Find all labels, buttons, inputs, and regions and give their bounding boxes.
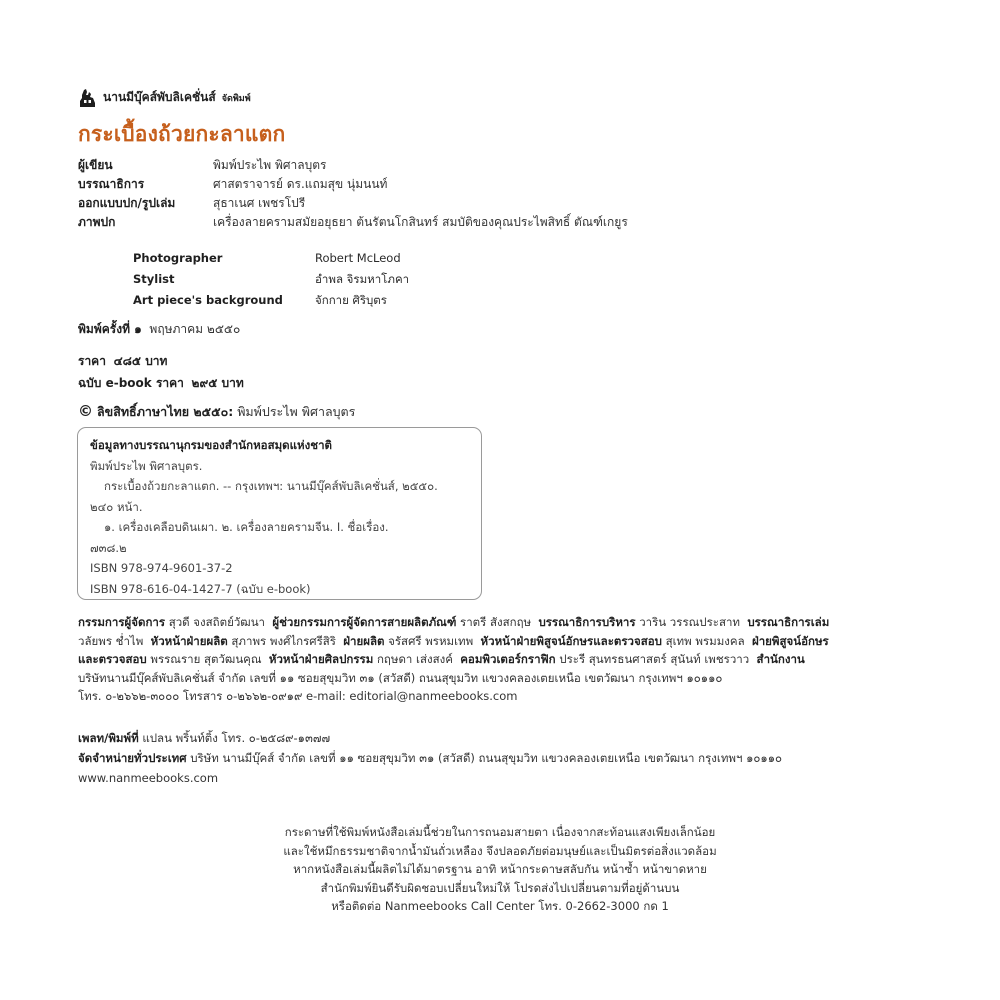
print-info [78,728,782,788]
staff-value: วลัยพร ช่ำไพ [78,633,144,648]
staff-line [78,650,928,669]
staff-label: ผู้ช่วยกรรมการผู้จัดการสายผลิตภัณฑ์ [272,615,457,629]
staff-label: ฝ่ายผลิต [343,633,385,648]
plate-value: แปลน พริ้นท์ติ้ง โทร. ๐-๒๕๘๙-๑๓๗๗ [142,731,331,745]
distribution-label: จัดจำหน่ายทั่วประเทศ [78,751,187,765]
price-value: ๔๘๕ บาท [113,354,168,368]
office-contact: โทร. ๐-๒๖๖๒-๓๐๐๐ โทรสาร ๐-๒๖๖๒-๐๙๑๙ e-mail: editorial@nanmeebooks.com [78,689,518,703]
staff-value: พรรณราย สุตวัฒนคุณ [150,652,262,666]
paper-notice [150,823,850,916]
credit-label: ภาพปก [78,215,116,229]
staff-label: สำนักงาน [756,652,805,666]
staff-value: สุเทพ พรมมงคล [665,633,745,648]
photo-credit-label: Photographer [133,251,223,265]
credit-value: เครื่องลายครามสมัยอยุธยา ต้นรัตนโกสินทร์ สมบัติของคุณประไพสิทธิ์ ตัณฑ์เกยูร [213,215,628,229]
staff-label: กรรมการผู้จัดการ [78,615,166,629]
staff-value: สุภาพร พงศ์ไกรศรีสิริ [231,633,336,648]
staff-label: หัวหน้าฝ่ายพิสูจน์อักษรและตรวจสอบ [480,633,662,648]
credit-value: สุธาเนศ เพชรโปรี [213,196,306,210]
notice-line: หากหนังสือเล่มนี้ผลิตไม่ได้มาตรฐาน อาทิ หน้ากระดาษสลับกัน หน้าซ้ำ หน้าขาดหาย [293,862,707,876]
notice-line: หรือติดต่อ Nanmeebooks Call Center โทร. 0-2662-3000 กด 1 [331,899,669,913]
cip-isbn-ebook: ISBN 978-616-04-1427-7 (ฉบับ e-book) [90,581,311,596]
staff-label: หัวหน้าฝ่ายศิลปกรรม [268,652,374,666]
copyright-icon: © [78,402,93,420]
cip-class-number: ๗๓๘.๒ [90,540,127,555]
notice-line: สำนักพิมพ์ยินดีรับผิดชอบเปลี่ยนใหม่ให้ โปรดส่งไปเปลี่ยนตามที่อยู่ด้านบน [320,880,680,895]
cip-imprint: กระเบื้องถ้วยกะลาแตก. -- กรุงเทพฯ: นานมีบุ๊คส์พับลิเคชั่นส์, ๒๕๕๐. [104,479,438,493]
price-label: ราคา [78,354,106,368]
photo-credit-label: Stylist [133,272,175,286]
photo-credits [133,248,409,311]
credit-label: ผู้เขียน [78,158,113,172]
cip-pages: ๒๔๐ หน้า. [90,499,143,514]
staff-value: ราตรี สังสกฤษ [460,615,532,629]
credit-row [78,156,628,175]
staff-label: คอมพิวเตอร์กราฟิก [460,652,556,666]
staff-line [78,632,928,651]
plate-line [78,728,782,748]
ebook-price-value: ๒๙๕ บาท [191,376,244,390]
photo-credit-value: จักกาย ศิริบุตร [315,293,387,307]
staff-value: วาริน วรรณประสาท [639,615,741,629]
edition-label: พิมพ์ครั้งที่ ๑ [78,322,142,336]
publisher-name: นานมีบุ๊คส์พับลิเคชั่นส์ [103,90,216,104]
notice-line: และใช้หมึกธรรมชาติจากน้ำมันถั่วเหลือง จึงปลอดภัยต่อมนุษย์และเป็นมิตรต่อสิ่งแวดล้อม [283,843,717,858]
book-title: กระเบื้องถ้วยกะลาแตก [78,122,286,146]
photo-credit-row [133,269,409,290]
staff-label: หัวหน้าฝ่ายผลิต [150,633,228,648]
notice-line: กระดาษที่ใช้พิมพ์หนังสือเล่มนี้ช่วยในการถนอมสายตา เนื่องจากสะท้อนแสงเพียงเล็กน้อย [284,825,716,839]
credit-value: พิมพ์ประไพ พิศาลบุตร [213,158,327,172]
staff-value: สุวดี จงสถิตย์วัฒนา [168,615,266,629]
distribution-value: บริษัท นานมีบุ๊คส์ จำกัด เลขที่ ๑๑ ซอยสุขุมวิท ๓๑ (สวัสดี) ถนนสุขุมวิท แขวงคลองเตยเหนือ เขตวัฒนา กรุงเทพฯ ๑๐๑๑๐ [190,751,783,765]
plate-label: เพลท/พิมพ์ที่ [78,731,139,745]
price-line [78,352,167,371]
cip-box [77,427,482,600]
ebook-price-label: ฉบับ e-book ราคา [78,376,184,390]
edition-value: พฤษภาคม ๒๕๕๐ [149,322,241,336]
credit-value: ศาสตราจารย์ ดร.แถมสุข นุ่มนนท์ [213,177,388,191]
copyright-holder: พิมพ์ประไพ พิศาลบุตร [237,404,356,419]
photo-credit-row [133,290,409,311]
cip-heading: ข้อมูลทางบรรณานุกรมของสำนักหอสมุดแห่งชาติ [90,438,332,452]
credit-row [78,213,628,232]
staff-label: บรรณาธิการบริหาร [538,615,636,629]
cip-subjects: ๑. เครื่องเคลือบดินเผา. ๒. เครื่องลายครามจีน. I. ชื่อเรื่อง. [104,520,389,534]
distribution-line [78,748,782,768]
photo-credit-value: อำพล จิรมหาโภคา [315,272,410,286]
ebook-price-line [78,374,244,393]
office-address: บริษัทนานมีบุ๊คส์พับลิเคชั่นส์ จำกัด เลขที่ ๑๑ ซอยสุขุมวิท ๓๑ (สวัสดี) ถนนสุขุมวิท แขวงคลองเตยเหนือ เขตวัฒนา กรุงเทพฯ ๑๐๑๑๐ [78,670,723,685]
credits-list [78,156,628,232]
credit-label: บรรณาธิการ [78,177,145,191]
staff-label: ฝ่ายพิสูจน์อักษร [751,633,829,648]
publisher-line [78,88,251,107]
publisher-role: จัดพิมพ์ [221,93,251,104]
website: www.nanmeebooks.com [78,771,219,785]
photo-credit-label: Art piece's background [133,293,283,307]
staff-value: จรัสศรี พรหมเทพ [388,633,474,648]
staff-label: บรรณาธิการเล่ม [747,615,830,629]
photo-credit-row [133,248,409,269]
copyright-line [78,402,355,422]
credit-row [78,194,628,213]
credit-row [78,175,628,194]
staff-line [78,613,928,632]
staff-credits [78,613,928,706]
photo-credit-value: Robert McLeod [315,251,401,265]
copyright-label: ลิขสิทธิ์ภาษาไทย ๒๕๕๐: [96,404,234,419]
cip-isbn: ISBN 978-974-9601-37-2 [90,561,233,575]
nanmee-logo-icon [78,89,97,107]
cip-author: พิมพ์ประไพ พิศาลบุตร. [90,458,203,473]
edition-line [78,320,240,339]
staff-value: ประรี สุนทรธนศาสตร์ สุนันท์ เพชรวาว [559,652,750,666]
staff-value: กฤษดา เส่งสงค์ [376,652,453,666]
staff-label: และตรวจสอบ [78,652,147,666]
credit-label: ออกแบบปก/รูปเล่ม [78,196,176,210]
